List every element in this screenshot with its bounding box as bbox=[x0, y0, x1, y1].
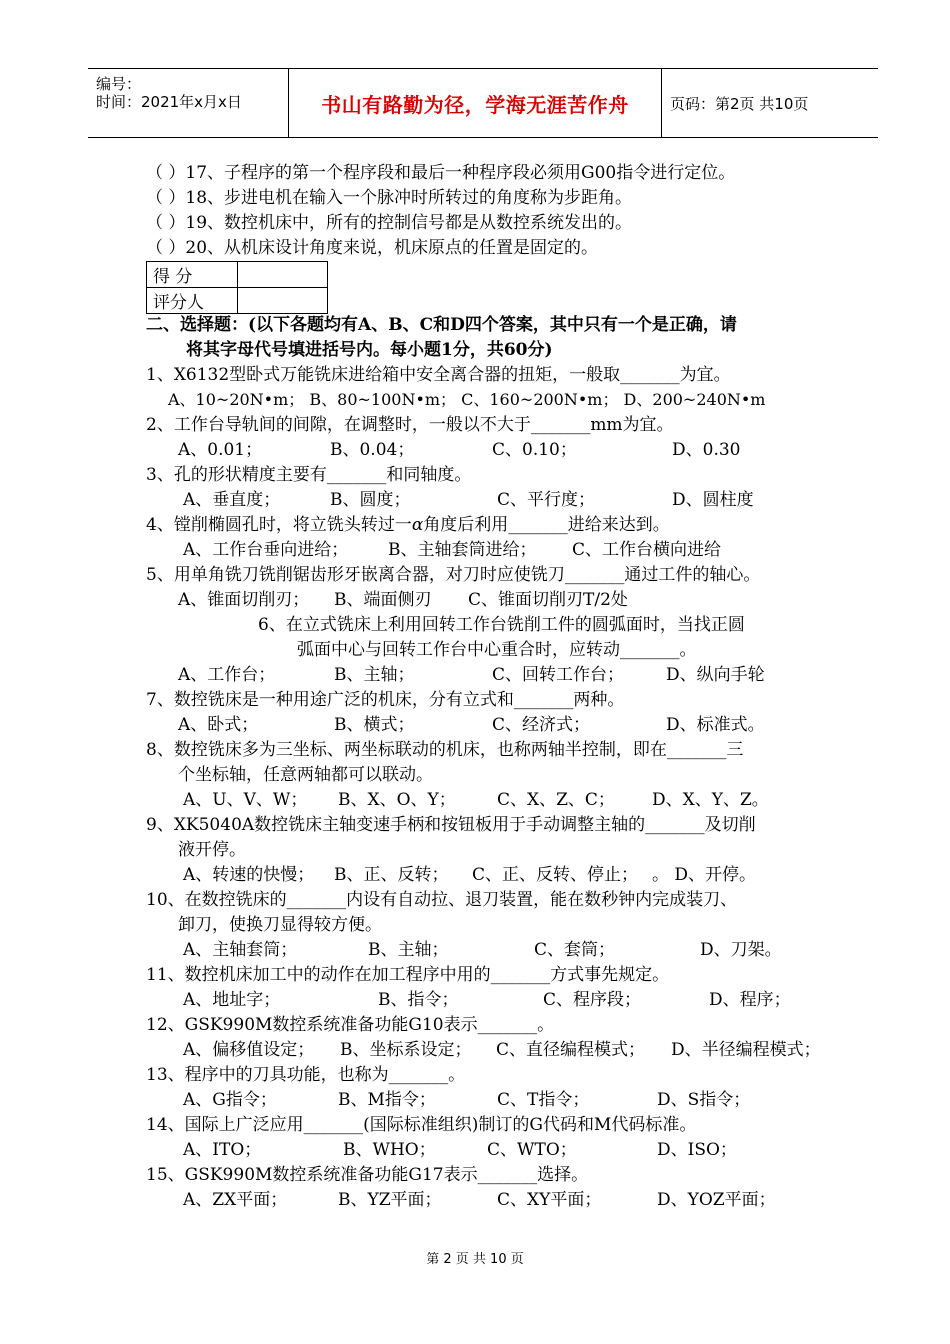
option-d: D、标准式。 bbox=[666, 715, 765, 735]
number-label: 编号： bbox=[96, 75, 142, 93]
option-c: C、锥面切削刃T/2处 bbox=[468, 590, 628, 610]
question-8-cont: 个坐标轴，任意两轴都可以联动。 bbox=[178, 765, 433, 785]
question-10: 10、在数控铣床的_______内设有自动拉、退刀装置，能在数秒钟内完成装刀、 bbox=[146, 890, 738, 910]
option-d: D、圆柱度 bbox=[672, 490, 754, 510]
option-a: A、主轴套筒； bbox=[183, 940, 298, 960]
option-c: C、0.10； bbox=[492, 440, 577, 460]
option-a: A、地址字； bbox=[183, 990, 281, 1010]
option-c: C、经济式； bbox=[492, 715, 591, 735]
question-6-cont: 弧面中心与回转工作台中心重合时，应转动_______。 bbox=[297, 640, 697, 660]
option-b: B、主轴； bbox=[368, 940, 449, 960]
score-label: 得 分 bbox=[147, 262, 238, 288]
option-c: C、平行度； bbox=[497, 490, 596, 510]
option-a: A、G指令； bbox=[183, 1090, 277, 1110]
option-b: B、端面侧刃 bbox=[334, 590, 432, 610]
option-b: B、M指令； bbox=[338, 1090, 436, 1110]
question-10-cont: 卸刀，使换刀显得较方便。 bbox=[178, 915, 382, 935]
question-9: 9、XK5040A数控铣床主轴变速手柄和按钮板用于手动调整主轴的_______及切削 bbox=[146, 815, 756, 835]
tf-item-19: （ ）19、数控机床中，所有的控制信号都是从数控系统发出的。 bbox=[146, 213, 633, 233]
tf-item-20: （ ）20、从机床设计角度来说，机床原点的任置是固定的。 bbox=[146, 238, 599, 258]
question-2: 2、工作台导轨间的间隙，在调整时，一般以不大于_______mm为宜。 bbox=[146, 415, 674, 435]
option-b: B、WHO； bbox=[343, 1140, 436, 1160]
option-b: B、横式； bbox=[334, 715, 415, 735]
question-1: 1、X6132型卧式万能铣床进给箱中安全离合器的扭矩，一般取_______为宜。 bbox=[146, 365, 731, 385]
option-d: D、刀架。 bbox=[700, 940, 782, 960]
question-15: 15、GSK990M数控系统准备功能G17表示_______选择。 bbox=[146, 1165, 589, 1185]
grader-value-cell bbox=[238, 288, 328, 314]
grader-label: 评分人 bbox=[147, 288, 238, 314]
option-d: D、S指令； bbox=[657, 1090, 751, 1110]
question-5: 5、用单角铣刀铣削锯齿形牙嵌离合器，对刀时应使铣刀_______通过工件的轴心。 bbox=[146, 565, 761, 585]
option-a: A、垂直度； bbox=[183, 490, 281, 510]
question-4-text-cont: 角度后利用_______进给来达到。 bbox=[423, 515, 670, 535]
option-b: B、坐标系设定； bbox=[340, 1040, 472, 1060]
option-d: D、纵向手轮 bbox=[666, 665, 765, 685]
option-d: 。 D、开停。 bbox=[652, 865, 757, 885]
score-value-cell bbox=[238, 262, 328, 288]
question-3: 3、孔的形状精度主要有_______和同轴度。 bbox=[146, 465, 472, 485]
option-d: D、X、Y、Z。 bbox=[652, 790, 769, 810]
option-b: B、主轴套筒进给； bbox=[388, 540, 537, 560]
question-1-options: A、10~20N•m； B、80~100N•m； C、160~200N•m； D、200~240N•m bbox=[168, 390, 766, 409]
option-c: C、XY平面； bbox=[497, 1190, 602, 1210]
alpha-symbol: α bbox=[411, 515, 424, 535]
option-b: B、主轴； bbox=[334, 665, 415, 685]
question-6: 6、在立式铣床上利用回转工作台铣削工件的圆弧面时，当找正圆 bbox=[258, 615, 745, 635]
option-d: D、0.30 bbox=[672, 440, 741, 460]
option-c: C、T指令； bbox=[497, 1090, 590, 1110]
page-footer: 第 2 页 共 10 页 bbox=[426, 1252, 524, 1267]
question-7: 7、数控铣床是一种用途广泛的机床，分有立式和_______两种。 bbox=[146, 690, 625, 710]
option-b: B、X、O、Y； bbox=[338, 790, 456, 810]
option-d: D、半径编程模式； bbox=[671, 1040, 821, 1060]
option-c: C、程序段； bbox=[543, 990, 642, 1010]
option-a: A、锥面切削刃； bbox=[178, 590, 310, 610]
score-table bbox=[146, 261, 328, 314]
question-8: 8、数控铣床多为三坐标、两坐标联动的机床，也称两轴半控制，即在_______三 bbox=[146, 740, 744, 760]
option-a: A、U、V、W； bbox=[183, 790, 308, 810]
question-14: 14、国际上广泛应用_______(国际标准组织)制订的G代码和M代码标准。 bbox=[146, 1115, 697, 1135]
tf-item-18: （ ）18、步进电机在输入一个脉冲时所转过的角度称为步距角。 bbox=[146, 188, 633, 208]
tf-item-17: （ ）17、子程序的第一个程序段和最后一种程序段必须用G00指令进行定位。 bbox=[146, 163, 736, 183]
question-13: 13、程序中的刀具功能，也称为_______。 bbox=[146, 1065, 466, 1085]
option-c: C、正、反转、停止； bbox=[472, 865, 639, 885]
option-a: A、工作台垂向进给； bbox=[183, 540, 349, 560]
option-c: C、工作台横向进给 bbox=[572, 540, 722, 560]
option-a: A、工作台； bbox=[178, 665, 276, 685]
option-c: C、回转工作台； bbox=[492, 665, 625, 685]
option-a: A、0.01； bbox=[178, 440, 263, 460]
option-c: C、WTO； bbox=[487, 1140, 577, 1160]
option-a: A、ZX平面； bbox=[183, 1190, 288, 1210]
question-9-cont: 液开停。 bbox=[178, 840, 246, 860]
option-d: D、ISO； bbox=[657, 1140, 737, 1160]
option-b: B、圆度； bbox=[330, 490, 411, 510]
section-title-cont: 将其字母代号填进括号内。每小题1分，共60分) bbox=[186, 340, 553, 360]
header-page-label: 页码：第2页 共10页 bbox=[670, 94, 809, 113]
question-4 bbox=[146, 513, 670, 537]
option-d: D、程序； bbox=[709, 990, 791, 1010]
header-motto: 书山有路勤为径，学海无涯苦作舟 bbox=[288, 69, 662, 137]
time-label: 时间：2021年x月x日 bbox=[96, 93, 242, 111]
option-c: C、X、Z、C； bbox=[497, 790, 615, 810]
option-b: B、0.04； bbox=[330, 440, 415, 460]
option-b: B、YZ平面； bbox=[338, 1190, 442, 1210]
question-12: 12、GSK990M数控系统准备功能G10表示_______。 bbox=[146, 1015, 555, 1035]
section-title: 二、选择题：(以下各题均有A、B、C和D四个答案，其中只有一个是正确，请 bbox=[146, 315, 737, 335]
option-b: B、指令； bbox=[378, 990, 459, 1010]
option-a: A、转速的快慢； bbox=[183, 865, 315, 885]
question-4-text: 4、镗削椭圆孔时，将立铣头转过一 bbox=[146, 515, 412, 535]
option-a: A、ITO； bbox=[183, 1140, 262, 1160]
option-c: C、直径编程模式； bbox=[496, 1040, 646, 1060]
option-c: C、套筒； bbox=[534, 940, 616, 960]
option-d: D、YOZ平面； bbox=[657, 1190, 776, 1210]
option-a: A、偏移值设定； bbox=[183, 1040, 315, 1060]
question-11: 11、数控机床加工中的动作在加工程序中用的_______方式事先规定。 bbox=[146, 965, 670, 985]
option-b: B、正、反转； bbox=[334, 865, 449, 885]
option-a: A、卧式； bbox=[178, 715, 259, 735]
